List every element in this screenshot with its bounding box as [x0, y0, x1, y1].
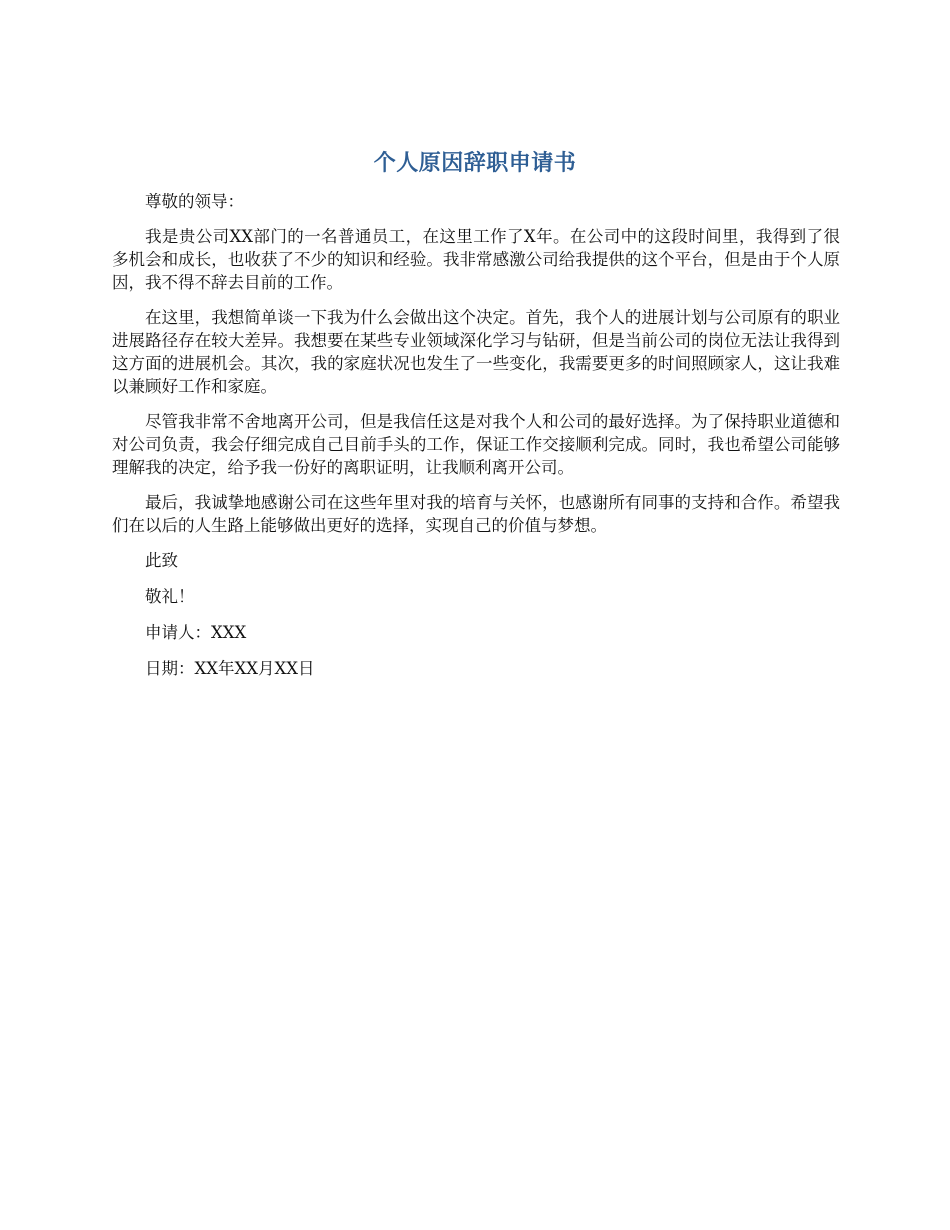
closing-block — [112, 549, 840, 680]
letter-body — [112, 190, 840, 693]
closing-salute: 敬礼！ — [145, 587, 195, 606]
paragraph-1: 我是贵公司XX部门的一名普通员工，在这里工作了X年。在公司中的这段时间里，我得到了很多机会和成长，也收获了不少的知识和经验。我非常感激公司给我提供的这个平台，但是由于个人原因，我不得不辞去目前的工作。 — [112, 227, 840, 292]
closing-greeting: 此致 — [145, 551, 178, 570]
paragraph-3: 尽管我非常不舍地离开公司，但是我信任这是对我个人和公司的最好选择。为了保持职业道德和对公司负责，我会仔细完成自己目前手头的工作，保证工作交接顺利完成。同时，我也希望公司能够理解我的决定，给予我一份好的离职证明，让我顺利离开公司。 — [112, 412, 840, 477]
document-title: 个人原因辞职申请书 — [373, 151, 577, 176]
paragraph-4: 最后，我诚挚地感谢公司在这些年里对我的培育与关怀，也感谢所有同事的支持和合作。希望我们在以后的人生路上能够做出更好的选择，实现自己的价值与梦想。 — [112, 493, 840, 535]
salutation: 尊敬的领导： — [145, 192, 244, 211]
applicant-line: 申请人：XXX — [145, 623, 247, 642]
date-line: 日期：XX年XX月XX日 — [145, 659, 315, 678]
paragraph-2: 在这里，我想简单谈一下我为什么会做出这个决定。首先，我个人的进展计划与公司原有的职业进展路径存在较大差异。我想要在某些专业领域深化学习与钻研，但是当前公司的岗位无法让我得到这方面的进展机会。其次，我的家庭状况也发生了一些变化，我需要更多的时间照顾家人，这让我难以兼顾好工作和家庭。 — [112, 308, 840, 396]
